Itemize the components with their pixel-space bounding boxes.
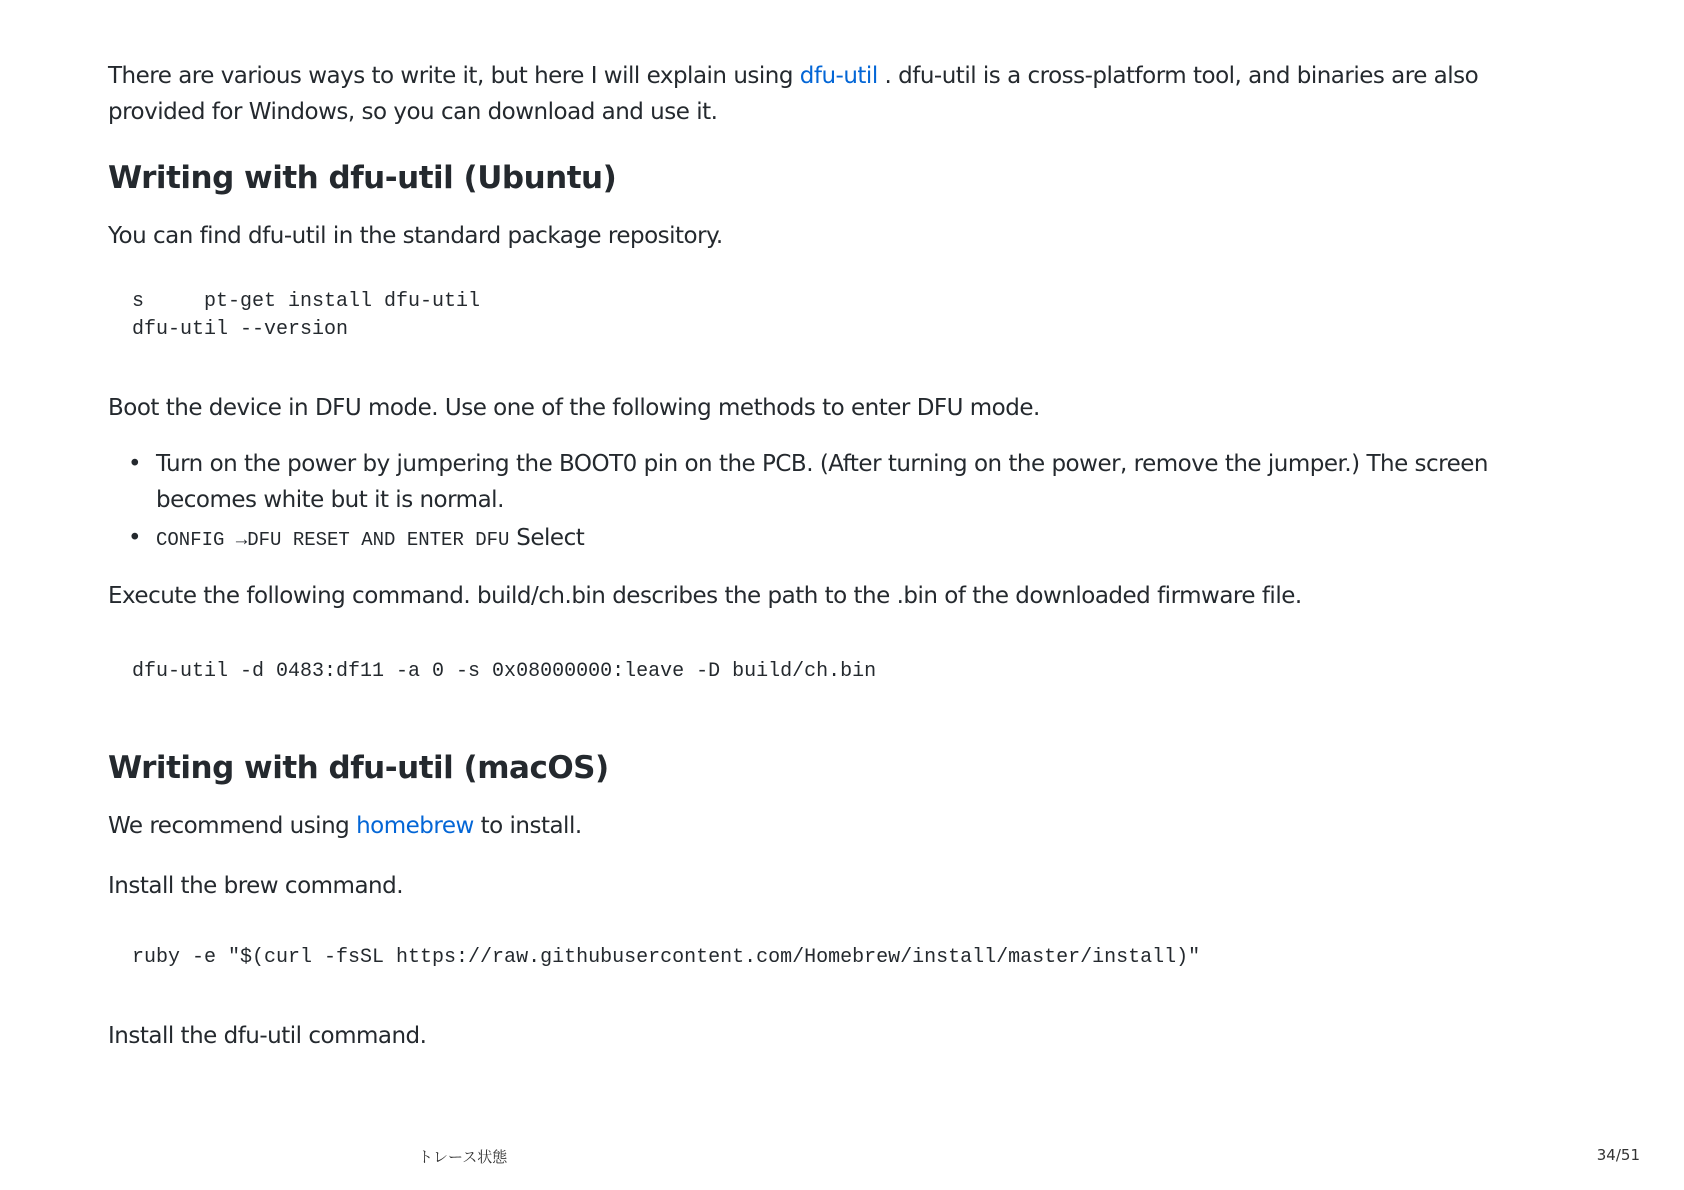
document-page (108, 58, 1548, 1054)
list-item-text: Turn on the power by jumpering the BOOT0 pin on the PCB. (After turning on the power, remove the jumper.) The screen becomes white but it is normal. (156, 451, 1488, 513)
intro-paragraph (108, 58, 1548, 130)
list-item (108, 446, 1548, 518)
config-menu-path: CONFIG →DFU RESET AND ENTER DFU (156, 529, 510, 551)
footer-title: トレース状態 (418, 1148, 508, 1166)
boot-paragraph: Boot the device in DFU mode. Use one of the following methods to enter DFU mode. (108, 395, 1040, 421)
code-block-flash: dfu-util -d 0483:df11 -a 0 -s 0x08000000:leave -D build/ch.bin (132, 660, 877, 683)
ubuntu-heading: Writing with dfu-util (Ubuntu) (108, 160, 617, 196)
recommend-text-after: to install. (473, 813, 582, 839)
recommend-text-before: We recommend using (108, 813, 357, 839)
bullet-icon: • (128, 451, 142, 477)
dfu-methods-list (108, 446, 1548, 558)
list-item-text: Select (516, 525, 585, 551)
dfu-util-link[interactable]: dfu-util (799, 63, 878, 89)
code-block-install: s pt-get install dfu-util dfu-util --version (132, 290, 481, 341)
page-number: 34/51 (1596, 1146, 1640, 1164)
list-item (108, 520, 1548, 558)
code-block-brew: ruby -e "$(curl -fsSL https://raw.githubusercontent.com/Homebrew/install/master/install)" (132, 946, 1201, 969)
brew-paragraph: Install the brew command. (108, 873, 404, 899)
install-dfu-paragraph: Install the dfu-util command. (108, 1023, 427, 1049)
ubuntu-intro: You can find dfu-util in the standard package repository. (108, 223, 723, 249)
intro-text-after: . dfu-util is a cross-platform tool, and binaries are also provided for Windows, so you can download and use it. (108, 63, 1479, 125)
bullet-icon: • (128, 525, 142, 551)
homebrew-link[interactable]: homebrew (356, 813, 474, 839)
recommend-paragraph (108, 808, 1548, 844)
intro-text-before: There are various ways to write it, but here I will explain using (108, 63, 800, 89)
macos-heading: Writing with dfu-util (macOS) (108, 750, 609, 786)
execute-paragraph: Execute the following command. build/ch.bin describes the path to the .bin of the downloaded firmware file. (108, 583, 1302, 609)
